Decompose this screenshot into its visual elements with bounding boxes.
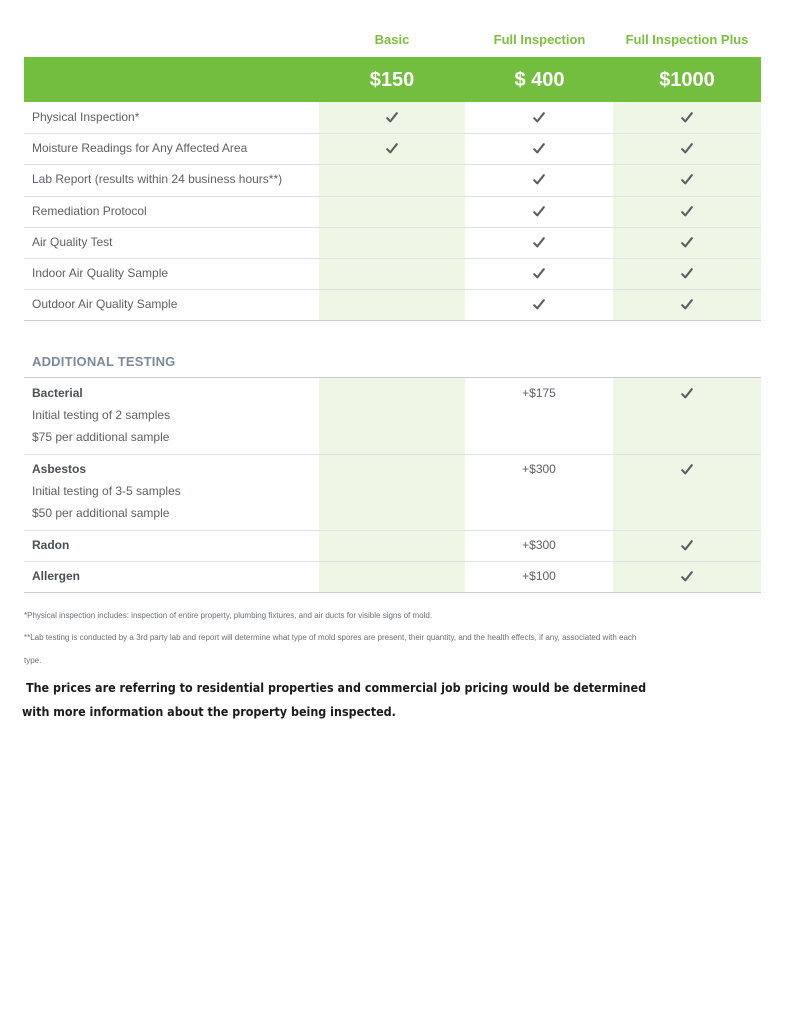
plan-name-full-inspection: Full Inspection [493, 32, 586, 47]
additional-test-detail: Initial testing of 2 samples [32, 408, 171, 422]
check-basic [382, 143, 402, 154]
basic-column-fill-additional [319, 378, 465, 592]
price-band [24, 57, 761, 102]
checkmark-icon [681, 571, 693, 582]
check-full [529, 299, 549, 310]
check-plus [677, 237, 697, 248]
feature-label: Outdoor Air Quality Sample [32, 297, 178, 312]
plus-column-fill-additional [613, 378, 761, 592]
additional-test-name: Bacterial [32, 386, 83, 400]
check-plus [677, 540, 697, 551]
checkmark-icon [533, 237, 545, 248]
row-divider [24, 289, 761, 290]
feature-label: Indoor Air Quality Sample [32, 266, 169, 280]
plan-name-basic: Basic [374, 32, 410, 47]
basic-column-fill [319, 102, 465, 320]
check-full [529, 237, 549, 248]
row-divider [24, 561, 761, 562]
checkmark-icon [533, 268, 545, 279]
checkmark-icon [533, 143, 545, 154]
additional-test-detail: $50 per additional sample [32, 506, 170, 520]
check-full [529, 112, 549, 123]
checkmark-icon [681, 206, 693, 217]
plan-name-full-inspection-plus: Full Inspection Plus [625, 32, 749, 47]
checkmark-icon [681, 540, 693, 551]
checkmark-icon [681, 299, 693, 310]
row-divider [24, 164, 761, 165]
feature-label: Lab Report (results within 24 business hours**) [32, 172, 283, 187]
row-divider [24, 133, 761, 134]
check-full [529, 174, 549, 185]
footnote-physical-inspection: *Physical inspection includes: inspection of entire property, plumbing fixtures, and air ducts for visible signs of mold. [24, 611, 433, 620]
full-inspection-addon-price: +$175 [522, 386, 556, 400]
additional-test-name: Radon [32, 538, 70, 552]
check-plus [677, 143, 697, 154]
checkmark-icon [533, 112, 545, 123]
check-plus [677, 388, 697, 399]
checkmark-icon [533, 174, 545, 185]
footnote-lab-testing-continued: type. [24, 656, 42, 665]
checkmark-icon [386, 143, 398, 154]
full-inspection-addon-price: +$300 [522, 538, 556, 552]
check-plus [677, 464, 697, 475]
additional-test-name: Asbestos [32, 462, 87, 476]
checkmark-icon [681, 268, 693, 279]
additional-top-border [24, 377, 761, 378]
checkmark-icon [681, 112, 693, 123]
check-full [529, 143, 549, 154]
pricing-note-line-2: with more information about the property being inspected. [22, 705, 396, 719]
row-divider [24, 258, 761, 259]
check-plus [677, 174, 697, 185]
pricing-note-line-1: The prices are referring to residential properties and commercial job pricing would be determined [26, 681, 647, 695]
row-divider [24, 530, 761, 531]
check-plus [677, 299, 697, 310]
check-plus [677, 571, 697, 582]
check-basic [382, 112, 402, 123]
price-basic: $150 [369, 69, 415, 91]
check-full [529, 206, 549, 217]
check-full [529, 268, 549, 279]
table-bottom-border [24, 320, 761, 321]
full-inspection-addon-price: +$300 [522, 462, 556, 476]
checkmark-icon [533, 206, 545, 217]
check-plus [677, 268, 697, 279]
section-title-additional-testing: ADDITIONAL TESTING [32, 354, 176, 369]
feature-label: Remediation Protocol [32, 203, 147, 218]
check-plus [677, 112, 697, 123]
checkmark-icon [681, 464, 693, 475]
additional-test-detail: Initial testing of 3-5 samples [32, 484, 181, 498]
price-full-inspection-plus: $1000 [659, 69, 715, 91]
checkmark-icon [681, 237, 693, 248]
row-divider [24, 454, 761, 455]
checkmark-icon [386, 112, 398, 123]
additional-test-name: Allergen [32, 569, 81, 583]
footnote-lab-testing: **Lab testing is conducted by a 3rd party lab and report will determine what type of mold spores are present, their quantity, and the health effects, if any, associated with each [24, 633, 637, 642]
row-divider [24, 196, 761, 197]
checkmark-icon [681, 388, 693, 399]
full-inspection-addon-price: +$100 [522, 569, 556, 583]
additional-test-detail: $75 per additional sample [32, 430, 170, 444]
checkmark-icon [533, 299, 545, 310]
feature-label: Moisture Readings for Any Affected Area [32, 141, 248, 156]
feature-label: Air Quality Test [32, 234, 113, 249]
feature-label: Physical Inspection* [32, 110, 140, 124]
price-full-inspection: $ 400 [514, 69, 565, 91]
row-divider [24, 227, 761, 228]
checkmark-icon [681, 174, 693, 185]
check-plus [677, 206, 697, 217]
checkmark-icon [681, 143, 693, 154]
row-divider [24, 592, 761, 593]
